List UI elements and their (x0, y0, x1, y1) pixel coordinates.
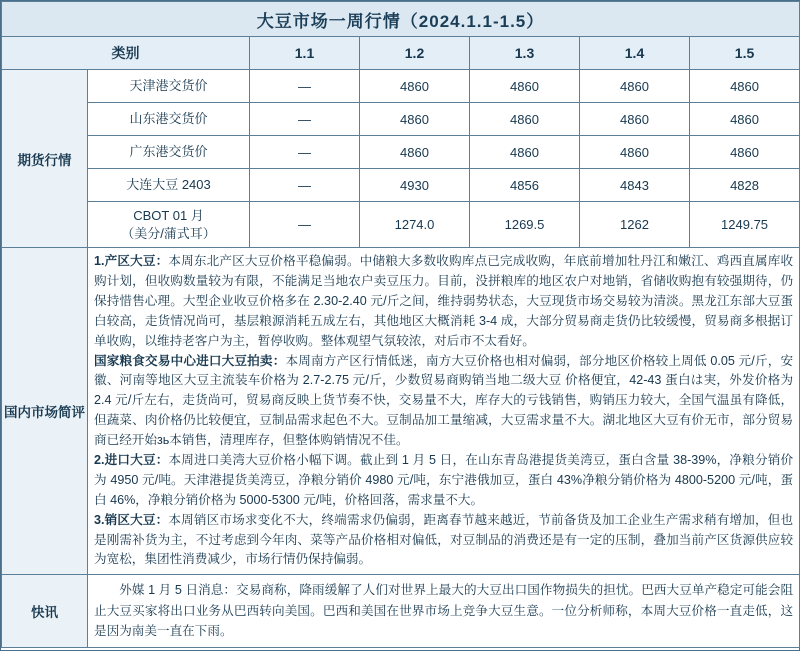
cell-shandong-1: — (250, 103, 360, 136)
paragraph-2 (94, 352, 793, 451)
paragraph-2-title: 国家粮食交易中心进口大豆拍卖： (94, 353, 286, 368)
row-label-cbot-title: CBOT 01 月 (133, 208, 204, 223)
cell-guangdong-4: 4860 (580, 136, 690, 169)
paragraph-3 (94, 451, 793, 511)
paragraph-1-title: 1.产区大豆： (94, 254, 169, 269)
header-row (2, 37, 800, 70)
row-label-cbot (88, 202, 250, 248)
column-header-date-2: 1.2 (360, 37, 470, 70)
news-row (2, 575, 800, 647)
row-label-shandong: 山东港交货价 (88, 103, 250, 136)
paragraph-4-title: 3.销区大豆： (94, 512, 169, 527)
row-label-guangdong: 广东港交货价 (88, 136, 250, 169)
paragraph-1 (94, 252, 793, 351)
cell-tianjin-4: 4860 (580, 70, 690, 103)
row-label-tianjin: 天津港交货价 (88, 70, 250, 103)
cell-shandong-4: 4860 (580, 103, 690, 136)
cell-dalian-4: 4843 (580, 169, 690, 202)
paragraph-4 (94, 511, 793, 571)
section-label-futures: 期货行情 (2, 70, 88, 248)
column-header-category: 类别 (2, 37, 250, 70)
paragraph-3-body: 本周进口美湾大豆价格小幅下调。截止到 1 月 5 日，在山东青岛港提货美湾豆，蛋白含量 38-39%，净粮分销价为 4950 元/吨。天津港提货美湾豆，净粮分销价 4980 元/吨，东宁港俄加豆，蛋白 43%净粮分销价格为 4800-5200 元/吨，蛋白 46%，净粮分销价格为 5000-5300 元/吨，价格回落，需求量不大。 (94, 453, 794, 507)
table-row (2, 202, 800, 248)
table-row (2, 136, 800, 169)
cell-guangdong-2: 4860 (360, 136, 470, 169)
cell-tianjin-2: 4860 (360, 70, 470, 103)
paragraph-1-body: 本周东北产区大豆价格平稳偏弱。中储粮大多数收购库点已完成收购，年底前增加牡丹江和嫩江、鸡西直属库收购计划，但收购数量较为有限，不能满足当地农户卖豆压力。目前，没拼粮库的地区农户对地销，省储收购抱有较强期待，仍保持惜售心理。大型企业收豆价格多在 2.30-2.40 元/斤之间，维持弱势状态，大豆现货市场交易较为清淡。黑龙江东部大豆蛋白较高，走货情况尚可，基层粮源消耗五成左右，其他地区大概消耗 3-4 成，大部分贸易商走货仍比较缓慢，贸易商多根据订单收购，以维持老客户为主，暂停收购。整体观望气氛较浓，对后市不太看好。 (94, 254, 794, 348)
column-header-date-1: 1.1 (250, 37, 360, 70)
paragraph-2-body: 本周南方产区行情低迷，南方大豆价格也相对偏弱，部分地区价格较上周低 0.05 元/斤，安徽、河南等地区大豆主流装车价格为 2.7-2.75 元/斤，少数贸易商购销当地二级大豆 价格便宜，42-43 蛋白は実，外发价格为 2.4 元/斤左右，走货尚可，贸易商反映上货节奏不快，交易量不大，库存大的亏钱销售，购销压力较大，全国气温虽有降低，但蔬菜、肉价格仍比较便宜，豆制品需求起色不大。豆制品加工量缩减，大豆需求量不大。湖北地区大豆有价无市，部分贸易商已经开始зь本销售，清理库存，但整体购销情况不佳。 (94, 353, 794, 448)
cell-dalian-3: 4856 (470, 169, 580, 202)
cell-guangdong-5: 4860 (690, 136, 800, 169)
narrative-row (2, 248, 800, 575)
cell-tianjin-1: — (250, 70, 360, 103)
domestic-review-text (88, 248, 800, 575)
column-header-date-3: 1.3 (470, 37, 580, 70)
cell-cbot-5: 1249.75 (690, 202, 800, 248)
cell-cbot-1: — (250, 202, 360, 248)
paragraph-3-title: 2.进口大豆： (94, 453, 169, 467)
cell-shandong-3: 4860 (470, 103, 580, 136)
cell-tianjin-3: 4860 (470, 70, 580, 103)
cell-guangdong-1: — (250, 136, 360, 169)
cell-cbot-2: 1274.0 (360, 202, 470, 248)
cell-dalian-2: 4930 (360, 169, 470, 202)
page-title: 大豆市场一周行情（2024.1.1-1.5） (2, 2, 800, 37)
section-label-domestic-review: 国内市场简评 (2, 248, 88, 575)
cell-shandong-2: 4860 (360, 103, 470, 136)
cell-cbot-3: 1269.5 (470, 202, 580, 248)
row-label-dalian-2403: 大连大豆 2403 (88, 169, 250, 202)
table-row (2, 169, 800, 202)
cell-dalian-5: 4828 (690, 169, 800, 202)
paragraph-4-body: 本周销区市场求变化不大，终端需求仍偏弱，距离春节越来越近，节前备货及加工企业生产需求稍有增加，但也是刚需补货为主，不过考虑到今年肉、菜等产品价格相对偏低，对豆制品的消费还是有一定的压制，叠加当前产区货源供应较为宽松，集团性消费减少，市场行情仍保持偏弱。 (94, 512, 794, 567)
column-header-date-5: 1.5 (690, 37, 800, 70)
cell-guangdong-3: 4860 (470, 136, 580, 169)
row-label-cbot-unit: （美分/蒲式耳） (121, 225, 216, 241)
soybean-market-table (1, 1, 800, 648)
table-row (2, 103, 800, 136)
cell-shandong-5: 4860 (690, 103, 800, 136)
title-row (2, 2, 800, 37)
cell-tianjin-5: 4860 (690, 70, 800, 103)
table-row (2, 70, 800, 103)
column-header-date-4: 1.4 (580, 37, 690, 70)
section-label-news: 快讯 (2, 575, 88, 647)
cell-cbot-4: 1262 (580, 202, 690, 248)
cell-dalian-1: — (250, 169, 360, 202)
news-text: 外媒 1 月 5 日消息：交易商称，降雨缓解了人们对世界上最大的大豆出口国作物损失的担忧。巴西大豆单产稳定可能会阻止大豆买家将出口业务从巴西转向美国。巴西和美国在世界市场上竞争大豆生意。一位分析师称，本周大豆价格一直走低，这是因为南美一直在下雨。 (88, 575, 800, 647)
